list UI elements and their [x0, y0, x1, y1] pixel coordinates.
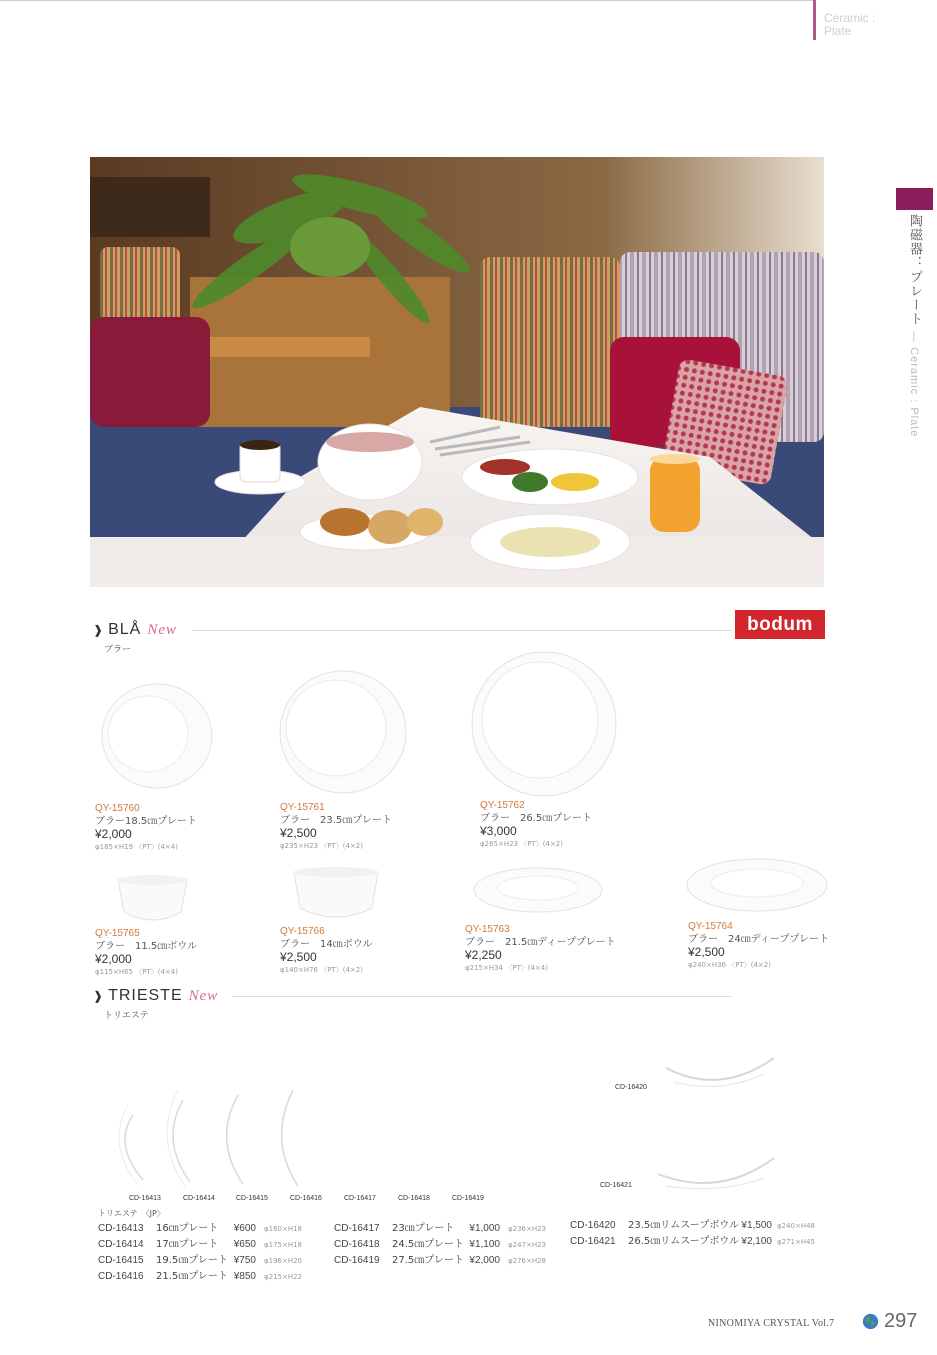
list-spec: φ175×H18: [264, 1241, 303, 1249]
section-rule: [232, 996, 732, 997]
product-name: ブラー 26.5㎝プレート: [480, 813, 592, 824]
product-qy15764: [688, 920, 829, 972]
product-qy15763: [465, 923, 616, 975]
trieste-plates-image: [108, 1060, 328, 1190]
list-code: CD-16413: [98, 1223, 144, 1234]
list-price: ¥1,100: [469, 1239, 500, 1250]
list-code: CD-16416: [98, 1271, 144, 1282]
top-rule: [0, 0, 815, 1]
new-badge: New: [188, 988, 219, 1004]
list-spec: φ160×H18: [264, 1225, 303, 1233]
hero-photo: [90, 157, 824, 587]
image-code: CD-16419: [452, 1195, 484, 1202]
list-item: [334, 1237, 546, 1253]
page-number: 297: [884, 1310, 918, 1332]
list-price: ¥1,000: [469, 1223, 500, 1234]
list-item: [98, 1237, 302, 1253]
list-price: ¥2,000: [469, 1255, 500, 1266]
image-code: CD-16416: [290, 1195, 322, 1202]
list-spec: φ240×H48: [777, 1222, 816, 1230]
list-spec: φ215×H22: [264, 1273, 303, 1281]
trieste-title: TRIESTE: [108, 987, 183, 1004]
product-price: ¥2,500: [688, 945, 725, 959]
category-label-line2: Plate: [824, 24, 852, 38]
side-label-jp: 陶磁器：プレート: [907, 214, 922, 326]
list-spec: φ271×H45: [777, 1238, 816, 1246]
list-name: 21.5㎝プレート: [156, 1271, 228, 1282]
section-title-trieste: [93, 987, 218, 1005]
trieste-list-col3: [570, 1218, 815, 1250]
list-name: 17㎝プレート: [156, 1239, 219, 1250]
list-item: [98, 1269, 302, 1285]
bodum-logo: bodum: [735, 610, 825, 639]
product-qy15765: [95, 927, 197, 979]
list-price: ¥650: [233, 1239, 256, 1250]
product-spec: φ265×H23 〈PT〉(4×2): [480, 840, 563, 848]
list-code: CD-16421: [570, 1236, 616, 1247]
list-spec: φ196×H20: [264, 1257, 303, 1265]
side-tab: [896, 188, 933, 210]
trieste-list-col1: [98, 1221, 302, 1285]
list-price: ¥600: [233, 1223, 256, 1234]
list-code: CD-16419: [334, 1255, 380, 1266]
globe-icon: [862, 1313, 879, 1330]
image-code: CD-16418: [398, 1195, 430, 1202]
list-code: CD-16420: [570, 1220, 616, 1231]
list-price: ¥1,500: [741, 1220, 772, 1231]
list-name: 26.5㎝リムスープボウル: [628, 1236, 739, 1247]
plate-image-qy15761: [278, 668, 408, 796]
bla-title: BLÅ: [108, 621, 142, 638]
list-spec: φ247×H23: [508, 1241, 547, 1249]
image-code: CD-16417: [344, 1195, 376, 1202]
product-code: QY-15765: [95, 928, 140, 939]
product-price: ¥3,000: [480, 824, 517, 838]
list-code: CD-16417: [334, 1223, 380, 1234]
image-code-cd16420: CD-16420: [615, 1084, 647, 1091]
image-code: CD-16414: [183, 1195, 215, 1202]
section-title-bla: [93, 621, 177, 639]
list-code: CD-16415: [98, 1255, 144, 1266]
image-code: CD-16415: [236, 1195, 268, 1202]
side-label: [905, 214, 924, 437]
list-price: ¥2,100: [741, 1236, 772, 1247]
product-qy15766: [280, 925, 372, 977]
product-spec: φ215×H34 〈PT〉(4×4): [465, 964, 548, 972]
product-spec: φ115×H65 〈PT〉(4×4): [95, 968, 178, 976]
product-spec: φ185×H19 〈PT〉(4×4): [95, 843, 178, 851]
product-qy15761: [280, 801, 392, 853]
product-price: ¥2,500: [280, 950, 317, 964]
side-label-en: — Ceramic : Plate: [908, 331, 920, 438]
product-spec: φ240×H36 〈PT〉(4×2): [688, 961, 771, 969]
product-qy15760: [95, 802, 197, 854]
product-price: ¥2,500: [280, 826, 317, 840]
category-marker: [813, 0, 816, 40]
list-price: ¥750: [233, 1255, 256, 1266]
list-spec: φ276×H28: [508, 1257, 547, 1265]
list-name: 24.5㎝プレート: [392, 1239, 464, 1250]
product-spec: φ140×H76 〈PT〉(4×2): [280, 966, 363, 974]
new-badge: New: [147, 622, 177, 638]
product-code: QY-15764: [688, 921, 733, 932]
product-name: ブラー 11.5㎝ボウル: [95, 941, 197, 952]
magazine-name: NINOMIYA CRYSTAL Vol.7: [708, 1318, 835, 1329]
plate-image-qy15762: [470, 650, 618, 798]
product-price: ¥2,250: [465, 948, 502, 962]
category-label: [824, 12, 875, 38]
image-code-cd16421: CD-16421: [600, 1182, 632, 1189]
list-code: CD-16418: [334, 1239, 380, 1250]
product-spec: φ235×H23 〈PT〉(4×2): [280, 842, 363, 850]
trieste-origin: トリエステ 〈JP〉: [98, 1209, 165, 1218]
product-price: ¥2,000: [95, 827, 132, 841]
list-item: [98, 1253, 302, 1269]
list-spec: φ236×H23: [508, 1225, 547, 1233]
list-item: [334, 1253, 546, 1269]
product-code: QY-15761: [280, 802, 325, 813]
list-name: 23.5㎝リムスープボウル: [628, 1220, 739, 1231]
product-code: QY-15763: [465, 924, 510, 935]
list-name: 23㎝プレート: [392, 1223, 455, 1234]
product-code: QY-15760: [95, 803, 140, 814]
product-name: ブラー 23.5㎝プレート: [280, 815, 392, 826]
trieste-subtitle: トリエステ: [104, 1011, 149, 1021]
product-code: QY-15766: [280, 926, 325, 937]
list-price: ¥850: [233, 1271, 256, 1282]
product-name: ブラー 24㎝ディーププレート: [688, 934, 830, 945]
bowl-image-cd16421: [650, 1138, 780, 1198]
product-name: ブラー 21.5㎝ディーププレート: [465, 937, 616, 948]
trieste-list-col2: [334, 1221, 546, 1269]
section-arrow-icon: ❱: [93, 989, 105, 1003]
list-code: CD-16414: [98, 1239, 144, 1250]
product-name: ブラー18.5㎝プレート: [95, 816, 197, 827]
product-qy15762: [480, 799, 592, 851]
bowl-image-cd16420: [660, 1038, 780, 1098]
list-item: [98, 1221, 302, 1237]
list-name: 27.5㎝プレート: [392, 1255, 464, 1266]
list-item: [570, 1234, 815, 1250]
section-rule: [192, 630, 732, 631]
section-arrow-icon: ❱: [93, 623, 105, 637]
list-name: 19.5㎝プレート: [156, 1255, 228, 1266]
list-item: [334, 1221, 546, 1237]
product-name: ブラー 14㎝ボウル: [280, 939, 373, 950]
deep-plate-image-qy15764: [685, 857, 830, 917]
list-item: [570, 1218, 815, 1234]
bla-subtitle: ブラー: [104, 645, 132, 655]
deep-plate-image-qy15763: [472, 866, 604, 918]
plate-image-qy15760: [100, 680, 215, 790]
product-price: ¥2,000: [95, 952, 132, 966]
category-label-line1: Ceramic :: [824, 11, 876, 25]
bowl-image-qy15766: [290, 864, 382, 926]
list-name: 16㎝プレート: [156, 1223, 219, 1234]
image-code: CD-16413: [129, 1195, 161, 1202]
bowl-image-qy15765: [115, 872, 190, 927]
product-code: QY-15762: [480, 800, 525, 811]
